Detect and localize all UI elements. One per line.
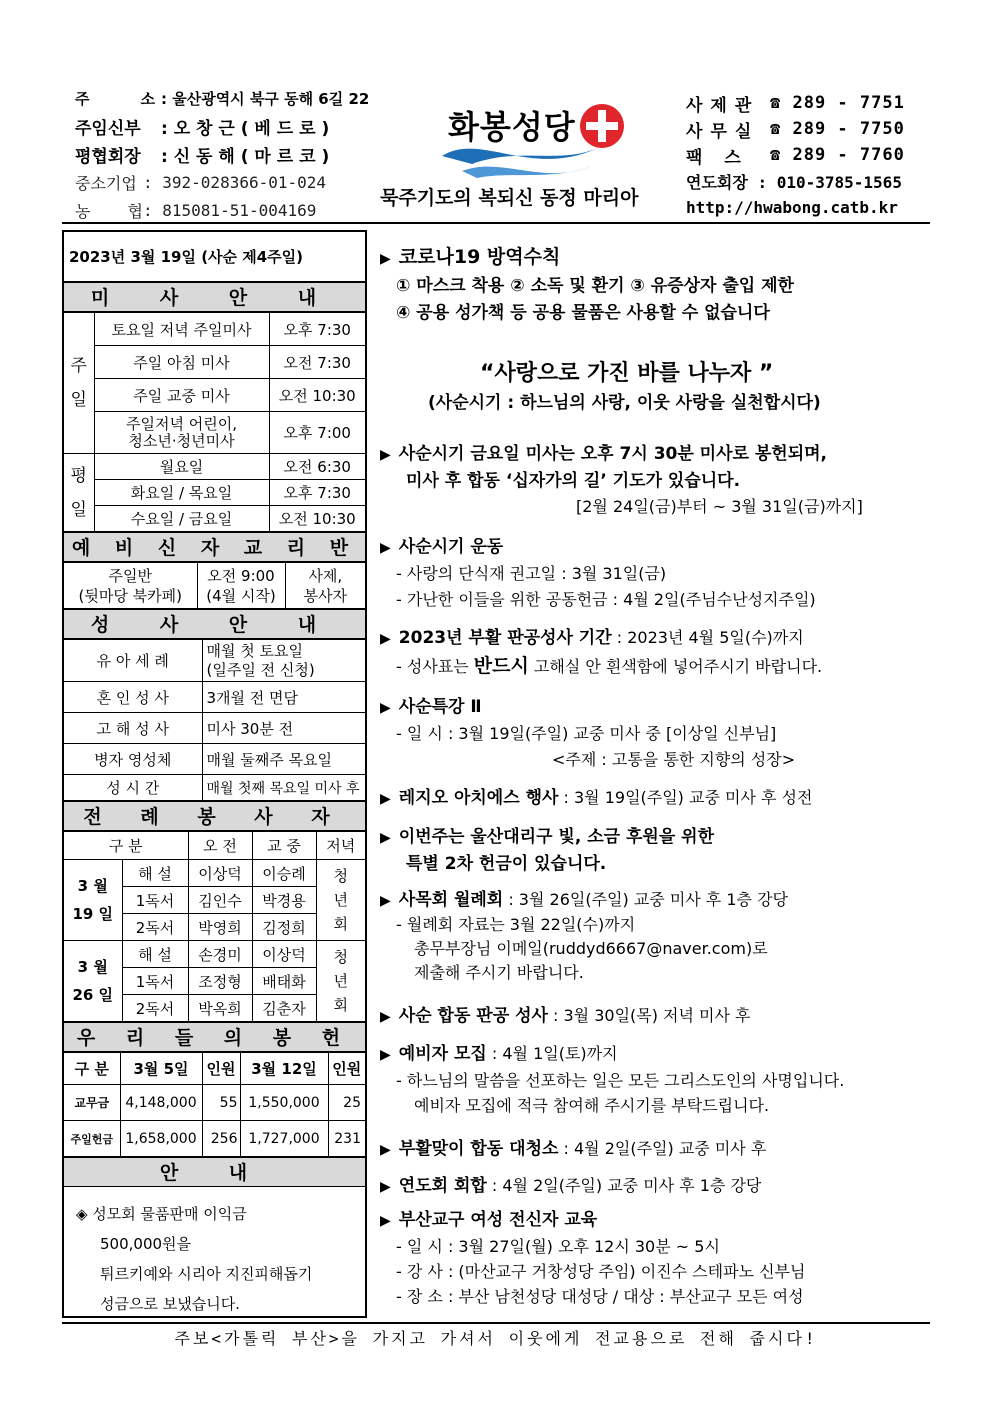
notice-item bbox=[380, 1171, 761, 1196]
mass-time: 오후 7:30 bbox=[269, 313, 365, 346]
item-text: - 장 소 : 부산 남천성당 대성당 / 대상 : 부산교구 모든 여성 bbox=[396, 1287, 804, 1306]
sacrament-name: 고 해 성 사 bbox=[64, 713, 202, 744]
account1-row bbox=[75, 168, 369, 196]
sacrament-info: 매월 둘째주 목요일 bbox=[202, 744, 365, 775]
sacrament-info: 매월 첫째 목요일 미사 후 bbox=[202, 775, 365, 801]
liturgy-morning: 김인수 bbox=[188, 887, 252, 914]
liturgy-main: 이승례 bbox=[252, 860, 316, 887]
catechumen-head: 예 비 신 자 교 리 반 bbox=[64, 532, 365, 562]
item-text: - 일 시 : 3월 19일(주일) 교중 미사 중 [이상일 신부님] bbox=[396, 724, 777, 743]
triangle-right-icon: ▶ bbox=[380, 540, 391, 556]
offering-head: 우 리 들 의 봉 헌 bbox=[64, 1022, 365, 1052]
offering-amount: 1,658,000 bbox=[120, 1121, 202, 1157]
liturgy-date: 3 월 19 일 bbox=[64, 860, 122, 941]
triangle-right-icon: ▶ bbox=[380, 447, 391, 463]
rectory-tel: ☎ 289 - 7751 bbox=[770, 93, 905, 113]
parish-name: 화봉성당 bbox=[448, 108, 576, 146]
item-text: - 강 사 : (마산교구 거창성당 주임) 이진수 스테파노 신부님 bbox=[396, 1262, 806, 1281]
covid-section bbox=[380, 242, 794, 323]
address-row bbox=[75, 84, 369, 112]
notice-body bbox=[64, 1187, 365, 1319]
sunday-label: 주 일 bbox=[64, 313, 94, 454]
item-text: : 3월 19일(주일) 교중 미사 후 성전 bbox=[558, 788, 813, 807]
sacrament-info: 매월 첫 토요일 (일주일 전 신청) bbox=[202, 640, 365, 682]
item-text: 미사 후 합동 ‘십자가의 길’ 기도가 있습니다. bbox=[406, 471, 741, 491]
mass-time: 오전 7:30 bbox=[269, 346, 365, 379]
item-text: - 성사표는 bbox=[396, 657, 474, 676]
triangle-right-icon: ▶ bbox=[380, 1142, 391, 1158]
notice-item bbox=[380, 1001, 751, 1026]
offering-count: 231 bbox=[328, 1121, 365, 1157]
liturgy-col: 저녁 bbox=[316, 832, 365, 860]
offering-col: 3월 12일 bbox=[240, 1053, 328, 1085]
item-text: 고해실 안 흰색함에 넣어주시기 바랍니다. bbox=[528, 657, 823, 676]
notice-item bbox=[380, 694, 795, 773]
mass-table bbox=[64, 312, 365, 532]
notice-line: ◈ 성모회 물품판매 이익금 bbox=[76, 1205, 247, 1223]
liturgy-head: 전 례 봉 사 자 bbox=[64, 801, 365, 831]
notice-item bbox=[380, 534, 816, 613]
council-row bbox=[75, 140, 369, 168]
item-title: 부산교구 여성 전신자 교육 bbox=[398, 1210, 598, 1230]
mass-time: 오후 7:30 bbox=[269, 480, 365, 506]
item-text: 제출해 주시기 바랍니다. bbox=[414, 963, 584, 982]
offering-type: 교무금 bbox=[64, 1085, 120, 1121]
mass-name: 주일저녁 어린이, 청소년·청년미사 bbox=[94, 412, 269, 454]
liturgy-evening: 청 년 회 bbox=[316, 941, 365, 1022]
catechumen-class: 주일반 (뒷마당 북카페) bbox=[64, 563, 197, 609]
notice-line: 500,000원을 bbox=[100, 1235, 192, 1253]
mass-time: 오전 6:30 bbox=[269, 454, 365, 480]
item-title: 2023년 부활 판공성사 기간 bbox=[398, 628, 612, 648]
offering-col: 3월 5일 bbox=[120, 1053, 202, 1085]
notice-line: 튀르키예와 시리아 지진피해돕기 bbox=[100, 1265, 313, 1283]
offering-count: 55 bbox=[202, 1085, 240, 1121]
account2: : 815081-51-004169 bbox=[143, 200, 317, 220]
liturgy-role: 1독서 bbox=[122, 968, 188, 995]
catechumen-time: 오전 9:00 (4월 시작) bbox=[197, 563, 285, 609]
weekday-label: 평 일 bbox=[64, 454, 94, 532]
item-title: 예비자 모집 bbox=[398, 1044, 487, 1064]
notice-item bbox=[380, 1208, 805, 1309]
liturgy-morning: 조정형 bbox=[188, 968, 252, 995]
fax-label: 팩 스 bbox=[686, 147, 749, 168]
liturgy-main: 이상덕 bbox=[252, 941, 316, 968]
office-tel: ☎ 289 - 7750 bbox=[770, 119, 905, 139]
item-text: 특별 2차 헌금이 있습니다. bbox=[406, 854, 607, 874]
item-text: : 2023년 4월 5일(수)까지 bbox=[611, 628, 804, 647]
sacrament-table bbox=[64, 639, 365, 801]
item-text: - 월례회 자료는 3월 22일(수)까지 bbox=[396, 915, 636, 934]
sacrament-name: 혼 인 성 사 bbox=[64, 682, 202, 713]
notice-item bbox=[380, 624, 822, 680]
notice-item bbox=[380, 824, 714, 877]
mass-name: 토요일 저녁 주일미사 bbox=[94, 313, 269, 346]
liturgy-main: 김정희 bbox=[252, 914, 316, 941]
triangle-right-icon: ▶ bbox=[380, 251, 391, 267]
rectory-row bbox=[686, 90, 905, 116]
liturgy-date: 3 월 26 일 bbox=[64, 941, 122, 1022]
item-text: : 3월 26일(주일) 교중 미사 후 1층 강당 bbox=[503, 890, 788, 909]
triangle-right-icon: ▶ bbox=[380, 700, 391, 716]
notice-head: 안 내 bbox=[64, 1157, 365, 1187]
office-row bbox=[686, 116, 905, 142]
offering-col: 구 분 bbox=[64, 1053, 120, 1085]
triangle-right-icon: ▶ bbox=[380, 1213, 391, 1229]
liturgy-morning: 손경미 bbox=[188, 941, 252, 968]
sacrament-name: 병자 영성체 bbox=[64, 744, 202, 775]
item-text: : 4월 1일(토)까지 bbox=[486, 1044, 618, 1063]
left-column bbox=[62, 230, 367, 1318]
liturgy-main: 배태화 bbox=[252, 968, 316, 995]
offering-count: 25 bbox=[328, 1085, 365, 1121]
pastor-label: 주임신부 bbox=[75, 118, 141, 139]
item-title: 레지오 아치에스 행사 bbox=[398, 788, 559, 808]
offering-table bbox=[64, 1052, 365, 1157]
item-text: : 4월 2일(주일) 교중 미사 후 bbox=[558, 1139, 767, 1158]
offering-type: 주일헌금 bbox=[64, 1121, 120, 1157]
footer-text: 주보<가톨릭 부산>을 가지고 가셔서 이웃에게 전교용으로 전해 줍시다! bbox=[174, 1329, 818, 1348]
liturgy-col: 교 중 bbox=[252, 832, 316, 860]
liturgy-morning: 박옥희 bbox=[188, 995, 252, 1022]
header-info bbox=[75, 84, 369, 224]
notice-item bbox=[380, 1134, 766, 1159]
item-title: 사순 합동 판공 성사 bbox=[398, 1006, 548, 1026]
triangle-right-icon: ▶ bbox=[380, 830, 391, 846]
item-text: - 일 시 : 3월 27일(월) 오후 12시 30분 ~ 5시 bbox=[396, 1237, 720, 1256]
notice-item bbox=[380, 441, 863, 520]
item-text: 사순시기 금요일 미사는 오후 7시 30분 미사로 봉헌되며, bbox=[398, 444, 828, 464]
liturgy-morning: 이상덕 bbox=[188, 860, 252, 887]
sacrament-info: 미사 30분 전 bbox=[202, 713, 365, 744]
liturgy-main: 박경용 bbox=[252, 887, 316, 914]
notice-item bbox=[380, 888, 788, 985]
pastor: : 오 창 근 ( 베 드 로 ) bbox=[161, 118, 330, 139]
notice-line: 성금으로 보냈습니다. bbox=[100, 1295, 240, 1313]
item-text: <주제 : 고통을 통한 지향의 성장> bbox=[552, 750, 796, 769]
mass-name: 수요일 / 금요일 bbox=[94, 506, 269, 532]
triangle-right-icon: ▶ bbox=[380, 893, 391, 909]
item-text: [2월 24일(금)부터 ~ 3월 31일(금)까지] bbox=[576, 497, 863, 516]
fax-tel: ☎ 289 - 7760 bbox=[770, 145, 905, 165]
sacrament-name: 성 시 간 bbox=[64, 775, 202, 801]
item-text: 총무부장님 이메일(ruddyd6667@naver.com)로 bbox=[414, 939, 768, 958]
mass-time: 오전 10:30 bbox=[269, 379, 365, 412]
item-title: 사목회 월례회 bbox=[398, 890, 504, 910]
mass-head: 미 사 안 내 bbox=[64, 282, 365, 312]
offering-amount: 1,550,000 bbox=[240, 1085, 328, 1121]
liturgy-table bbox=[64, 831, 365, 1022]
rectory-label: 사제관 bbox=[686, 95, 760, 116]
website[interactable]: http://hwabong.catb.kr bbox=[686, 197, 898, 217]
liturgy-role: 2독서 bbox=[122, 995, 188, 1022]
liturgy-role: 2독서 bbox=[122, 914, 188, 941]
item-title: 연도회 회합 bbox=[398, 1176, 487, 1196]
liturgy-col: 오 전 bbox=[188, 832, 252, 860]
sacrament-info: 3개월 전 면담 bbox=[202, 682, 365, 713]
triangle-right-icon: ▶ bbox=[380, 1009, 391, 1025]
item-text: : 3월 30일(목) 저녁 미사 후 bbox=[547, 1006, 751, 1025]
offering-amount: 4,148,000 bbox=[120, 1085, 202, 1121]
mass-name: 주일 교중 미사 bbox=[94, 379, 269, 412]
lent-banner-sub: (사순시기 : 하느님의 사랑, 이웃 사랑을 실천합시다) bbox=[428, 393, 821, 413]
mass-name: 화요일 / 목요일 bbox=[94, 480, 269, 506]
account2-label: 농 협 bbox=[75, 201, 143, 221]
liturgy-morning: 박영희 bbox=[188, 914, 252, 941]
triangle-right-icon: ▶ bbox=[380, 1179, 391, 1195]
item-text: - 가난한 이들을 위한 공동헌금 : 4월 2일(주님수난성지주일) bbox=[396, 590, 816, 609]
item-text: - 하느님의 말씀을 선포하는 일은 모든 그리스도인의 사명입니다. bbox=[396, 1071, 845, 1090]
header-rule bbox=[62, 222, 930, 224]
item-text: - 사랑의 단식재 권고일 : 3월 31일(금) bbox=[396, 564, 667, 583]
liturgy-role: 해 설 bbox=[122, 941, 188, 968]
item-text: 예비자 모집에 적극 참여해 주시기를 부탁드립니다. bbox=[414, 1096, 770, 1115]
offering-count: 256 bbox=[202, 1121, 240, 1157]
lent-banner: “사랑으로 가진 바를 나누자 ” bbox=[480, 361, 774, 386]
liturgy-evening: 청 년 회 bbox=[316, 860, 365, 941]
yeondo: 연도회장 : 010-3785-1565 bbox=[686, 172, 902, 192]
offering-amount: 1,727,000 bbox=[240, 1121, 328, 1157]
office-label: 사무실 bbox=[686, 121, 760, 142]
offering-col: 인원 bbox=[328, 1053, 365, 1085]
council: : 신 동 해 ( 마 르 코 ) bbox=[161, 146, 330, 167]
mass-name: 주일 아침 미사 bbox=[94, 346, 269, 379]
catechumen-table bbox=[64, 562, 365, 609]
contact-info bbox=[686, 90, 905, 220]
account1: : 392-028366-01-024 bbox=[143, 172, 327, 192]
offering-col: 인원 bbox=[202, 1053, 240, 1085]
mass-name: 월요일 bbox=[94, 454, 269, 480]
item-title: 부활맞이 합동 대청소 bbox=[398, 1139, 559, 1159]
address: : 울산광역시 북구 동해 6길 22 bbox=[161, 89, 370, 108]
notice-item bbox=[380, 783, 812, 808]
sacrament-name: 유 아 세 례 bbox=[64, 640, 202, 682]
item-text: 이번주는 울산대리구 빛, 소금 후원을 위한 bbox=[398, 827, 715, 847]
catechumen-teacher: 사제, 봉사자 bbox=[285, 563, 365, 609]
mass-time: 오후 7:00 bbox=[269, 412, 365, 454]
footer-rule bbox=[62, 1322, 930, 1324]
covid-rule: ④ 공용 성가책 등 공용 물품은 사용할 수 없습니다 bbox=[396, 303, 770, 323]
liturgy-main: 김춘자 bbox=[252, 995, 316, 1022]
account1-label: 중소기업 bbox=[75, 173, 137, 193]
covid-title: 코로나19 방역수칙 bbox=[398, 246, 561, 268]
liturgy-role: 해 설 bbox=[122, 860, 188, 887]
item-title: 사순특강 Ⅱ bbox=[398, 697, 482, 717]
triangle-right-icon: ▶ bbox=[380, 1047, 391, 1063]
item-text: : 4월 2일(주일) 교중 미사 후 1층 강당 bbox=[486, 1176, 762, 1195]
address-label: 주 소 bbox=[75, 89, 155, 108]
liturgy-role: 1독서 bbox=[122, 887, 188, 914]
triangle-right-icon: ▶ bbox=[380, 631, 391, 647]
pastor-row bbox=[75, 112, 369, 140]
notice-item bbox=[380, 1041, 844, 1118]
council-label: 평협회장 bbox=[75, 146, 141, 167]
account2-row bbox=[75, 196, 369, 224]
triangle-right-icon: ▶ bbox=[380, 791, 391, 807]
item-emphasis: 반드시 bbox=[473, 655, 529, 677]
patron: 묵주기도의 복되신 동정 마리아 bbox=[380, 187, 639, 209]
sacrament-head: 성 사 안 내 bbox=[64, 609, 365, 639]
bulletin-date: 2023년 3월 19일 (사순 제4주일) bbox=[64, 232, 365, 282]
item-title: 사순시기 운동 bbox=[398, 537, 504, 557]
fax-row bbox=[686, 142, 905, 168]
mass-time: 오전 10:30 bbox=[269, 506, 365, 532]
liturgy-col: 구 분 bbox=[64, 832, 188, 860]
covid-rule: ① 마스크 착용 ② 소독 및 환기 ③ 유증상자 출입 제한 bbox=[396, 276, 794, 296]
